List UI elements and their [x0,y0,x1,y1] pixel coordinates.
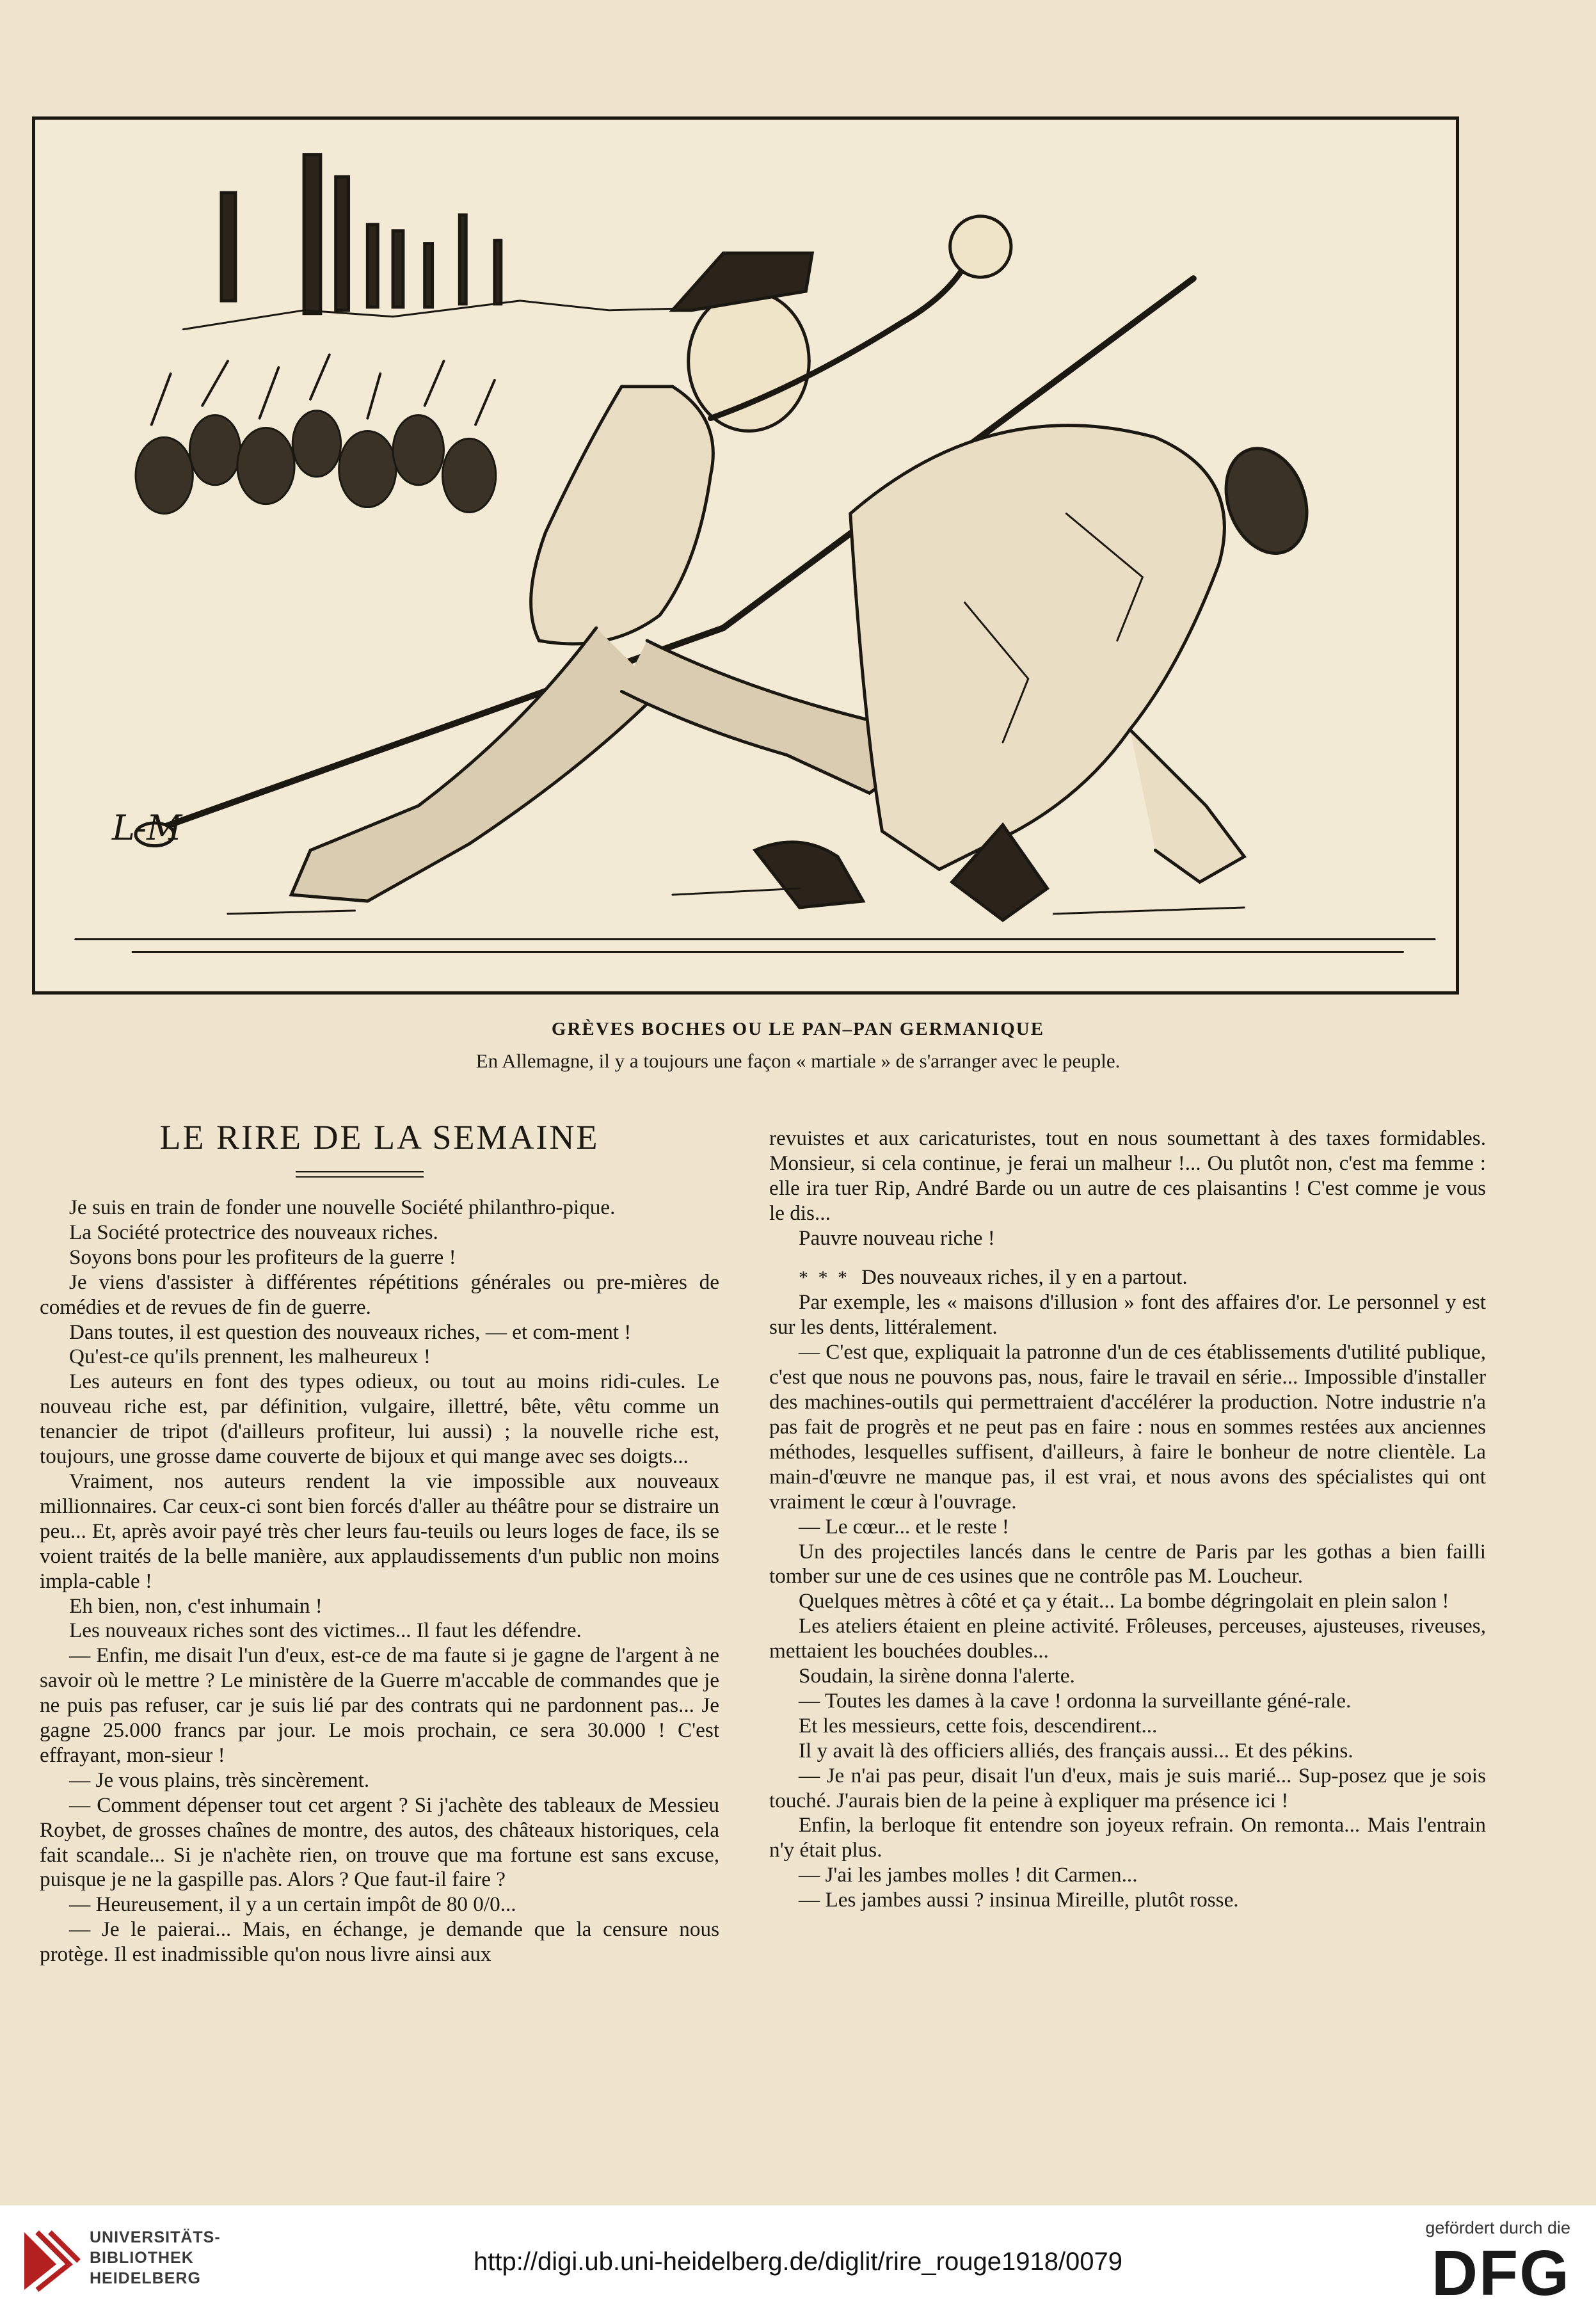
paragraph: — Comment dépenser tout cet argent ? Si j'achète des tableaux de Messieu Roybet, de grosses chaînes de montre, des autos, des châteaux historiques, cela fait scandale... Si je n'achète rien, on trouve que ma fortune est sans excuse, puisque je ne la gaspille pas. Alors ? Que faut-il faire ? [40,1793,719,1892]
article-title: LE RIRE DE LA SEMAINE [159,1118,600,1156]
paragraph: — J'ai les jambes molles ! dit Carmen... [799,1863,1138,1887]
paragraph: Les auteurs en font des types odieux, ou tout au moins ridi-cules. Le nouveau riche est, par définition, vulgaire, illettré, bête, vêtu comme un tenancier de tripot (d'ailleurs profiteur, lui aussi) ; la nouvelle riche est, toujours, une grosse dame couverte de bijoux et qui mange avec ses doigts... [40,1370,719,1469]
paragraph: Enfin, la berloque fit entendre son joyeux refrain. On remonta... Mais l'entrain n'y était plus. [769,1813,1486,1862]
paragraph: — Je vous plains, très sincèrement. [69,1768,370,1792]
paragraph: Soudain, la sirène donna l'alerte. [799,1664,1075,1688]
paragraph: Il y avait là des officiers alliés, des français aussi... Et des pékins. [799,1738,1353,1762]
dfg-logo: DFG [1431,2237,1570,2309]
library-name-line: BIBLIOTHEK [90,2249,194,2267]
paragraph: Et les messieurs, cette fois, descendirent... [799,1713,1158,1738]
paragraph: Soyons bons pour les profiteurs de la guerre ! [69,1245,456,1269]
paragraph: — C'est que, expliquait la patronne d'un de ces établissements d'utilité publique, c'est que nous ne pouvons pas, nous, faire le travail en série... Impossible d'installer des machines-outils qui permettraient d'accélérer la production. Notre industrie n'a pas fait de progrès et ne peut pas en faire : nous en sommes restées aux anciennes méthodes, lesquelles suffisent, d'ailleurs, à faire le bonheur de notre clientèle. La main-d'œuvre ne manque pas, il est vrai, et nous avons des spécialistes qui ont vraiment le cœur à l'ouvrage. [769,1340,1486,1514]
paragraph: — Heureusement, il y a un certain impôt de 80 0/0... [69,1892,516,1917]
library-name-line: UNIVERSITÄTS- [90,2228,221,2246]
paragraph: Je suis en train de fonder une nouvelle Société philanthro-pique. [69,1195,616,1219]
paragraph: Dans toutes, il est question des nouveaux riches, — et com-ment ! [69,1320,632,1344]
digitization-footer [0,2205,1596,2318]
paragraph: — Les jambes aussi ? insinua Mireille, plutôt rosse. [799,1888,1239,1912]
cartoon-caption-title: GRÈVES BOCHES OU LE PAN–PAN GERMANIQUE [551,1019,1045,1039]
section-stars: * * * [799,1267,850,1288]
paragraph: Les nouveaux riches sont des victimes... Il faut les défendre. [69,1619,582,1643]
paragraph-text: Des nouveaux riches, il y en a partout. [861,1265,1188,1289]
paragraph-with-stars [769,1265,1486,1291]
paragraph: Je viens d'assister à différentes répétitions générales ou pre-mières de comédies et de revues de fin de guerre. [40,1270,719,1319]
paragraph: — Je n'ai pas peur, disait l'un d'eux, mais je suis marié... Sup-posez que je sois touché. J'aurais bien de la peine à expliquer ma présence ici ! [769,1763,1486,1812]
cartoon-caption-text: En Allemagne, il y a toujours une façon « martiale » de s'arranger avec le peuple. [475,1050,1121,1072]
source-url-link[interactable]: http://digi.ub.uni-heidelberg.de/diglit/rire_rouge1918/0079 [473,2248,1123,2276]
paragraph: Vraiment, nos auteurs rendent la vie impossible aux nouveaux millionnaires. Car ceux-ci sont bien forcés d'aller au théâtre pour se distraire un peu... Et, après avoir payé très cher leurs fau-teuils ou leurs loges de face, ils se voient traités de la belle manière, aux applaudissements d'un public non moins impla-cable ! [40,1469,719,1593]
paragraph: — Enfin, me disait l'un d'eux, est-ce de ma faute si je gagne de l'argent à ne savoir où le mettre ? Le ministère de la Guerre m'accable de commandes que je ne puis pas refuser, car je suis lié par des contrats qui ne pardonnent pas... Je gagne 25.000 francs par jour. Le mois prochain, ce sera 30.000 ! C'est effrayant, mon-sieur ! [40,1643,719,1767]
paragraph: Qu'est-ce qu'ils prennent, les malheureux ! [69,1345,431,1369]
library-name-line: HEIDELBERG [90,2269,201,2287]
cartoon-drawing [35,120,1456,991]
paragraph: revuistes et aux caricaturistes, tout en nous soumettant à des taxes formidables. Monsieur, si cela continue, je ferai un malheur !... Ou plutôt non, c'est ma femme : elle ira tuer Rip, André Barde ou un autre de ces plaisantins ! C'est comme je vous le dis... [769,1126,1486,1225]
paragraph: Les ateliers étaient en pleine activité. Frôleuses, perceuses, ajusteuses, riveuses, mettaient les bouchées doubles... [769,1614,1486,1663]
title-ornament [296,1171,424,1178]
artist-signature: L-M [112,808,182,848]
paragraph: — Toutes les dames à la cave ! ordonna la surveillante géné-rale. [799,1688,1352,1713]
funding-text: gefördert durch die [1425,2218,1570,2237]
article-right-column [769,1126,1486,1913]
cartoon-illustration [32,116,1459,995]
paragraph: Eh bien, non, c'est inhumain ! [69,1594,323,1618]
paragraph: — Le cœur... et le reste ! [799,1514,1009,1539]
paragraph: Pauvre nouveau riche ! [799,1226,995,1250]
paragraph: Par exemple, les « maisons d'illusion » font des affaires d'or. Le personnel y est sur les dents, littéralement. [769,1290,1486,1339]
paragraph: — Je le paierai... Mais, en échange, je demande que la censure nous protège. Il est inadmissible qu'on nous livre ainsi aux [40,1917,719,1967]
paragraph: La Société protectrice des nouveaux riches. [69,1220,438,1244]
article-left-column [40,1195,719,1967]
paragraph: Un des projectiles lancés dans le centre de Paris par les gothas a bien failli tomber sur une de ces usines que ne contrôle pas M. Loucheur. [769,1539,1486,1588]
paragraph: Quelques mètres à côté et ça y était... La bombe dégringolait en plein salon ! [799,1589,1449,1613]
